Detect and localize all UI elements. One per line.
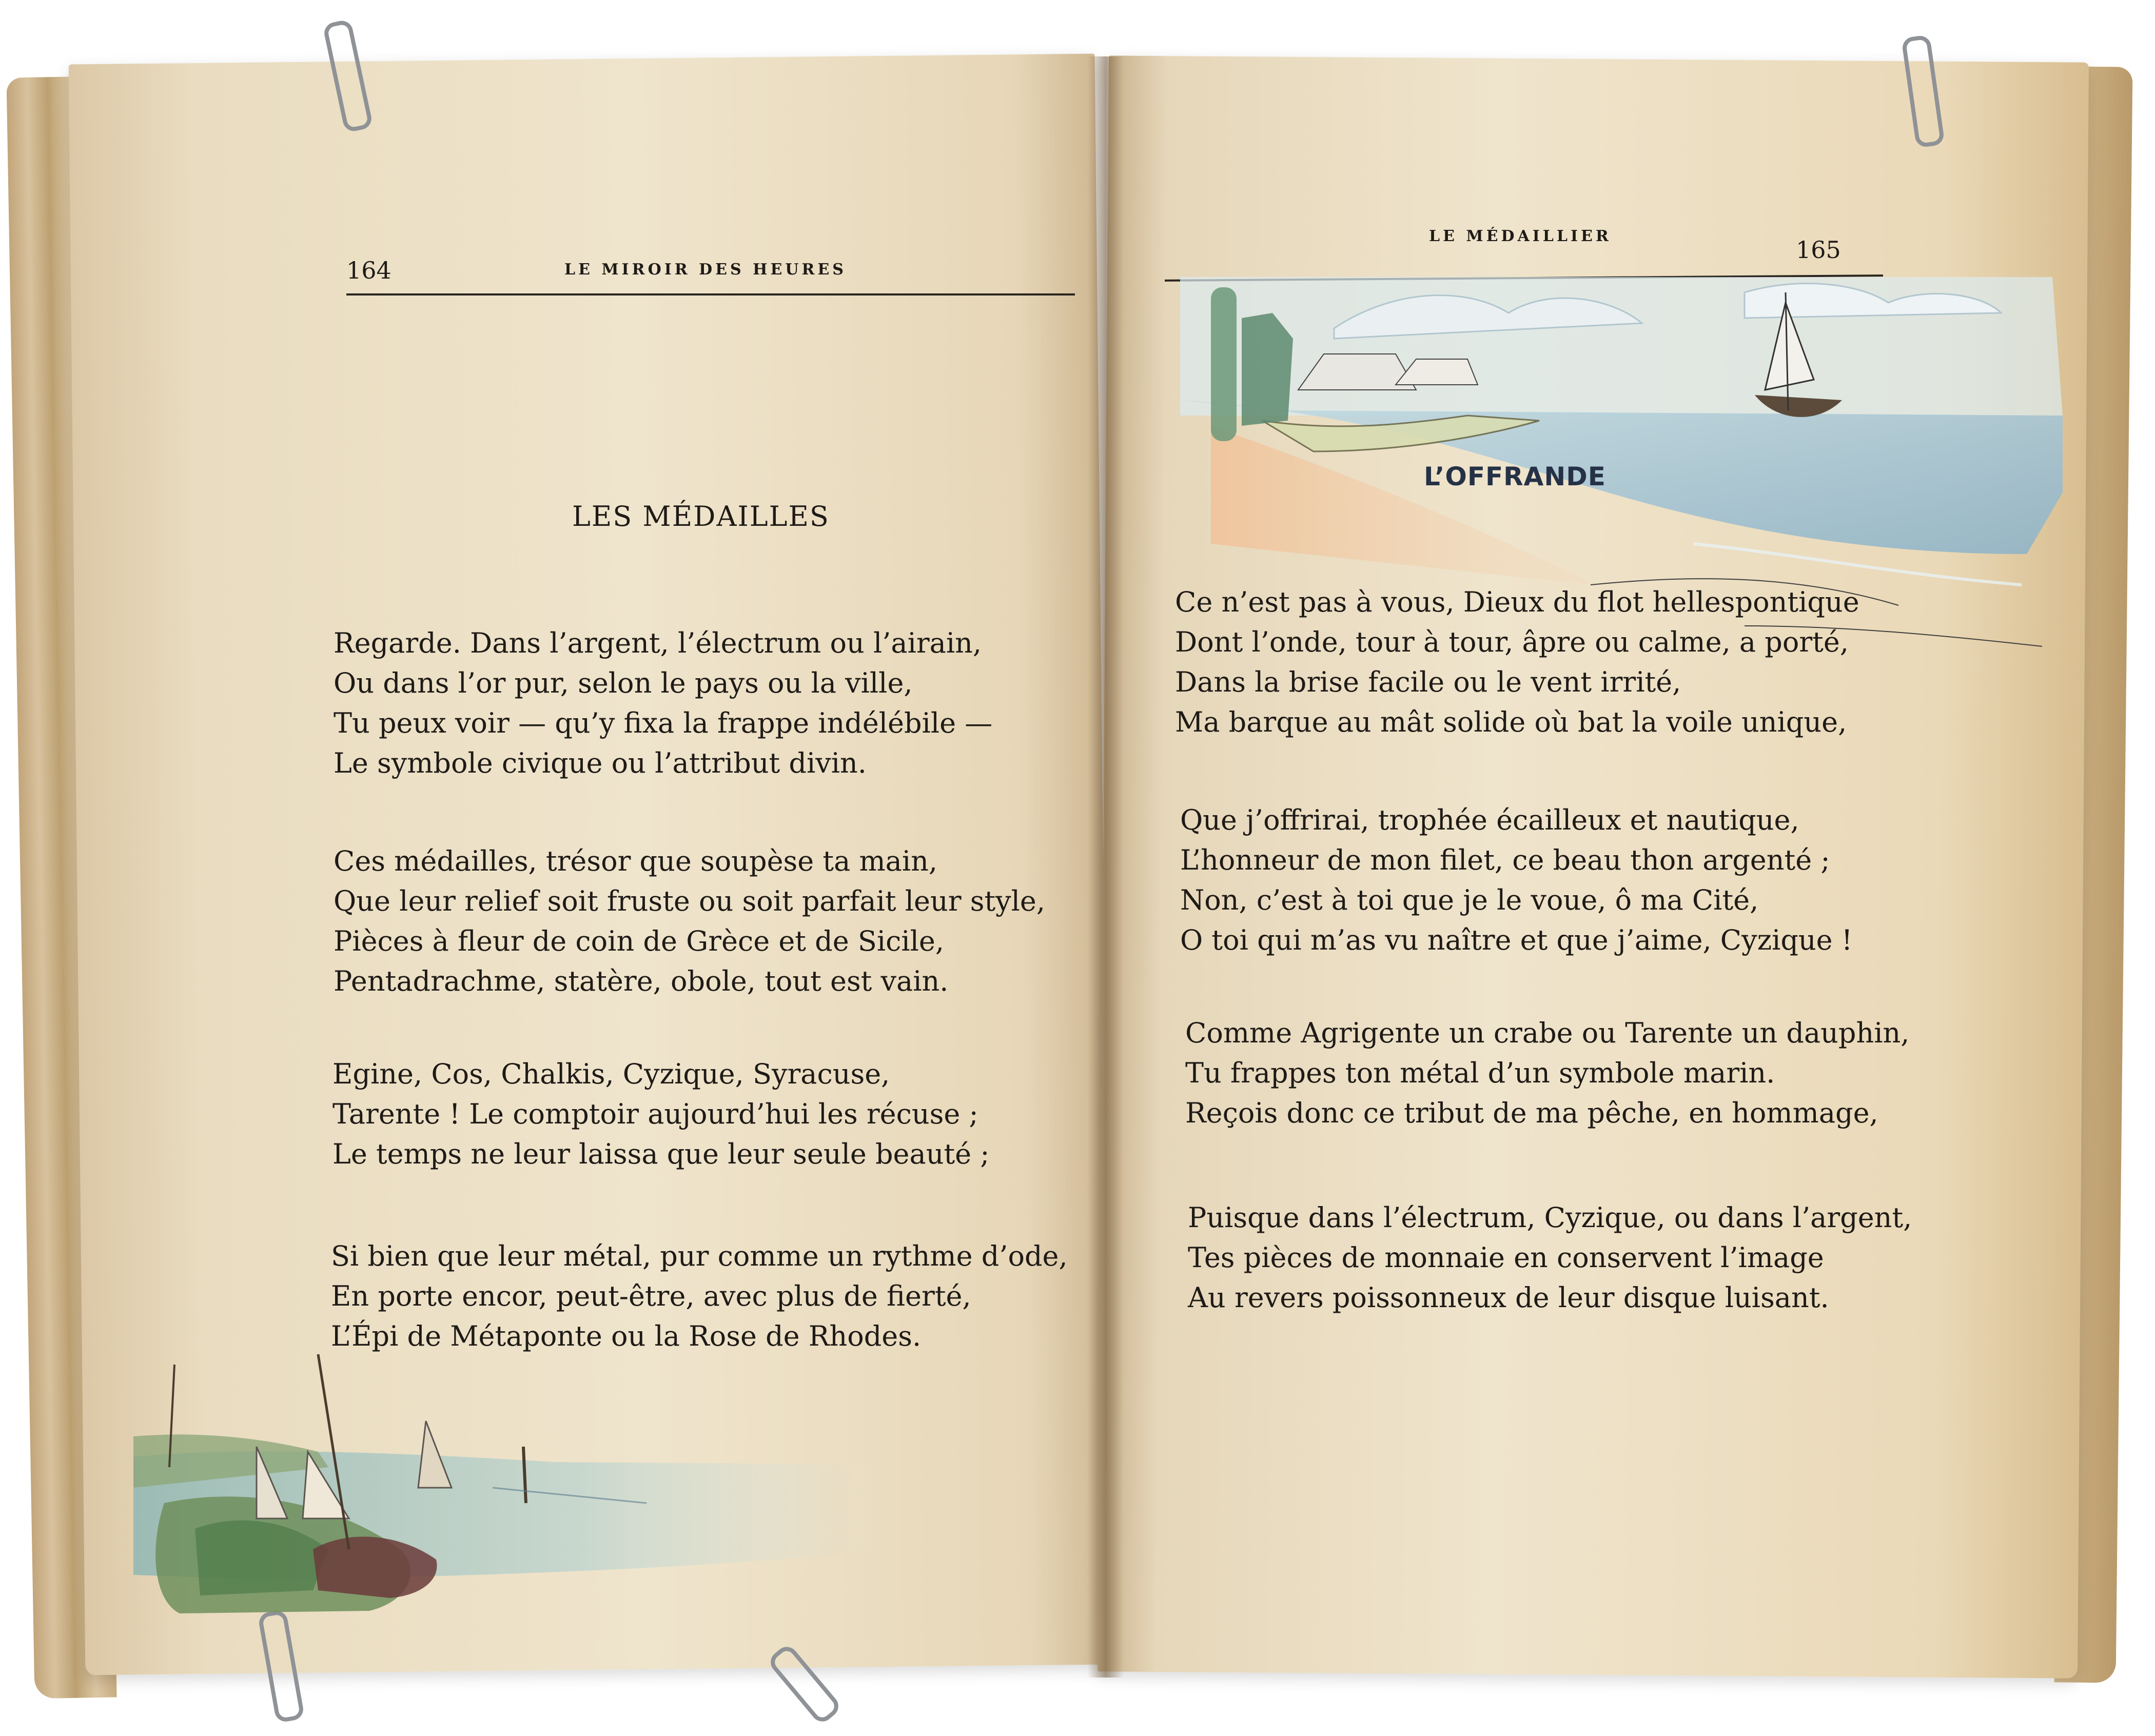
left-running-head: LE MIROIR DES HEURES xyxy=(564,261,847,279)
verse-line: L’honneur de mon filet, ce beau thon argenté ; xyxy=(1180,844,1830,876)
verse-line: Non, c’est à toi que je le voue, ô ma Cité, xyxy=(1180,884,1759,916)
verse-line: Que leur relief soit fruste ou soit parfait leur style, xyxy=(334,885,1046,917)
verse-line: Tarente ! Le comptoir aujourd’hui les récuse ; xyxy=(332,1098,978,1130)
illustration-title: L’OFFRANDE xyxy=(1424,462,1606,491)
verse-line: Puisque dans l’électrum, Cyzique, ou dans l’argent, xyxy=(1188,1201,1912,1234)
left-poem-body xyxy=(332,1054,990,1174)
verse-line: Dont l’onde, tour à tour, âpre ou calme, a porté, xyxy=(1175,626,1849,658)
book-gutter xyxy=(1088,56,1124,1678)
verse-line: O toi qui m’as vu naître et que j’aime, Cyzique ! xyxy=(1180,924,1853,956)
right-running-head: LE MÉDAILLIER xyxy=(1429,227,1612,245)
verse-line: Ce n’est pas à vous, Dieux du flot hellespontique xyxy=(1175,586,1859,618)
verse-line: Pentadrachme, statère, obole, tout est vain. xyxy=(334,965,949,997)
right-poem-body xyxy=(1180,800,1853,960)
verse-line: Le temps ne leur laissa que leur seule beauté ; xyxy=(332,1138,990,1170)
verse-line: Regarde. Dans l’argent, l’électrum ou l’airain, xyxy=(334,627,982,659)
verse-line: Que j’offrirai, trophée écailleux et nautique, xyxy=(1180,804,1799,836)
verse-line: Si bien que leur métal, pur comme un rythme d’ode, xyxy=(331,1240,1068,1272)
verse-line: Tu frappes ton métal d’un symbole marin. xyxy=(1185,1057,1775,1089)
verse-line: Ma barque au mât solide où bat la voile unique, xyxy=(1175,706,1847,738)
verse-line: Comme Agrigente un crabe ou Tarente un dauphin, xyxy=(1185,1017,1910,1049)
right-page-number: 165 xyxy=(1796,236,1841,264)
verse-line: Pièces à fleur de coin de Grèce et de Sicile, xyxy=(334,925,945,957)
poem-title: LES MÉDAILLES xyxy=(572,500,830,532)
right-poem-body xyxy=(1188,1198,1912,1318)
verse-line: Ou dans l’or pur, selon le pays ou la ville, xyxy=(334,667,913,699)
verse-line: Dans la brise facile ou le vent irrité, xyxy=(1175,666,1681,698)
right-poem-body xyxy=(1175,582,1859,742)
verse-line: L’Épi de Métaponte ou la Rose de Rhodes. xyxy=(331,1320,922,1352)
verse-line: Reçois donc ce tribut de ma pêche, en hommage, xyxy=(1185,1097,1878,1129)
verse-line: Egine, Cos, Chalkis, Cyzique, Syracuse, xyxy=(332,1058,890,1090)
left-page-number: 164 xyxy=(346,257,391,284)
verse-line: En porte encor, peut-être, avec plus de fierté, xyxy=(331,1280,971,1312)
right-poem-body xyxy=(1185,1013,1909,1133)
verse-line: Ces médailles, trésor que soupèse ta main, xyxy=(334,845,938,877)
verse-line: Tu peux voir — qu’y fixa la frappe indélébile — xyxy=(334,707,993,739)
harbor-watercolor-illustration xyxy=(133,1334,883,1621)
verse-line: Le symbole civique ou l’attribut divin. xyxy=(334,747,867,779)
left-header-rule xyxy=(346,293,1075,295)
left-poem-body xyxy=(334,623,992,783)
verse-line: Au revers poissonneux de leur disque luisant. xyxy=(1188,1281,1829,1314)
left-poem-body xyxy=(334,841,1045,1001)
verse-line: Tes pièces de monnaie en conservent l’image xyxy=(1188,1241,1824,1274)
